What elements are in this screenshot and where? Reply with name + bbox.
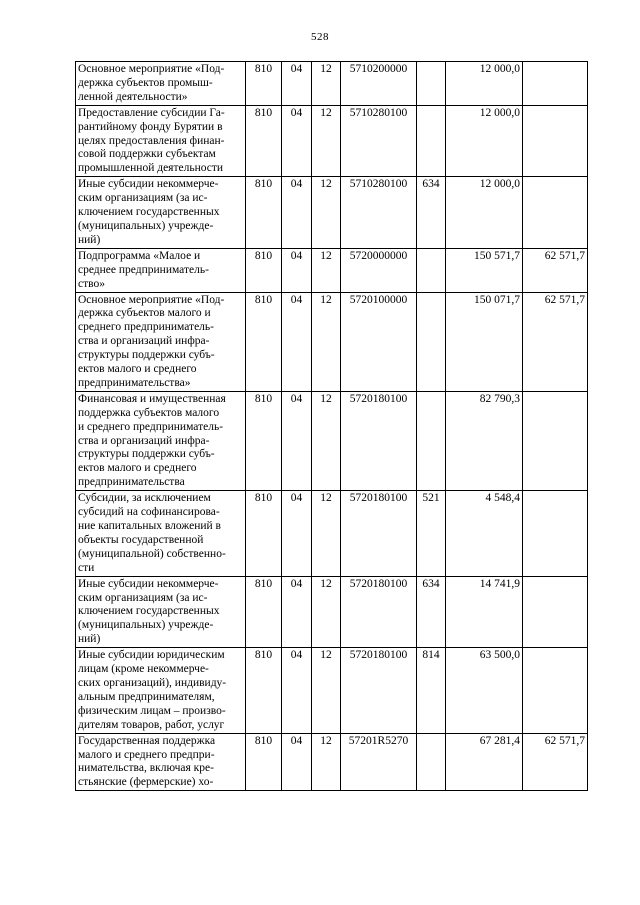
amount-secondary-cell: 62 571,7 [523,248,588,292]
amount-secondary-cell [523,491,588,576]
subsection-cell: 12 [312,292,341,391]
amount-cell: 82 790,3 [446,391,523,490]
amount-cell: 14 741,9 [446,576,523,648]
name-line: Иные субсидии некоммерче- [78,178,219,191]
row-name-cell [76,648,246,733]
subsection-cell: 12 [312,648,341,733]
name-line: альным предпринимателям, [78,690,215,703]
target-article-cell: 5720180100 [341,391,417,490]
amount-cell: 150 071,7 [446,292,523,391]
name-line: рантийному фонду Бурятии в [78,120,223,133]
name-line: субсидий на софинансирова- [78,506,220,519]
target-article-cell: 5710200000 [341,62,417,106]
name-line: Основное мероприятие «Под- [78,63,225,75]
subsection-cell: 12 [312,177,341,249]
grbs-cell: 810 [246,177,282,249]
expense-type-cell [417,62,446,106]
table-row [76,491,588,576]
row-name-cell [76,391,246,490]
section-cell: 04 [282,292,312,391]
name-line: физическим лицам – произво- [78,704,226,717]
name-line: ектов малого и среднего [78,462,197,475]
name-line: сти [78,561,95,574]
section-cell: 04 [282,576,312,648]
row-name-cell [76,491,246,576]
subsection-cell: 12 [312,105,341,177]
expense-type-cell [417,733,446,791]
subsection-cell: 12 [312,576,341,648]
name-line: Государственная поддержка [78,734,216,747]
grbs-cell: 810 [246,648,282,733]
name-line: и среднего предприниматель- [78,420,224,433]
section-cell: 04 [282,648,312,733]
expense-type-cell [417,105,446,177]
amount-secondary-cell [523,105,588,177]
name-line: ключением государственных [78,206,220,219]
name-line: держка субъектов промыш- [78,76,213,89]
name-line: дителям товаров, работ, услуг [78,718,225,731]
amount-cell: 150 571,7 [446,248,523,292]
amount-secondary-cell [523,391,588,490]
expense-type-cell: 521 [417,491,446,576]
target-article-cell: 5720100000 [341,292,417,391]
name-line: нимательства, включая кре- [78,762,214,775]
grbs-cell: 810 [246,248,282,292]
name-line: ние капитальных вложений в [78,520,221,532]
subsection-cell: 12 [312,62,341,106]
subsection-cell: 12 [312,248,341,292]
table-row [76,248,588,292]
target-article-cell: 5720180100 [341,576,417,648]
target-article-cell: 5710280100 [341,105,417,177]
row-name-cell [76,62,246,106]
row-name-cell [76,177,246,249]
row-name-cell [76,248,246,292]
target-article-cell: 5720180100 [341,491,417,576]
name-line: поддержка субъектов малого [78,406,220,419]
name-line: Предоставление субсидии Га- [78,106,225,119]
table-row [76,733,588,791]
expense-type-cell: 634 [417,177,446,249]
amount-secondary-cell [523,648,588,733]
expense-type-cell: 634 [417,576,446,648]
name-line: предпринимательства [78,476,185,489]
name-line: промышленной деятельности [78,162,224,175]
table-row [76,648,588,733]
section-cell: 04 [282,391,312,490]
name-line: Подпрограмма «Малое и [78,249,201,262]
amount-cell: 63 500,0 [446,648,523,733]
subsection-cell: 12 [312,491,341,576]
name-line: ским организациям (за ис- [78,192,208,205]
name-line: Основное мероприятие «Под- [78,293,225,306]
name-line: структуры поддержки субъ- [78,448,215,461]
expense-type-cell [417,248,446,292]
grbs-cell: 810 [246,391,282,490]
grbs-cell: 810 [246,576,282,648]
amount-cell: 12 000,0 [446,62,523,106]
grbs-cell: 810 [246,733,282,791]
section-cell: 04 [282,491,312,576]
section-cell: 04 [282,177,312,249]
target-article-cell: 5720000000 [341,248,417,292]
row-name-cell [76,576,246,648]
target-article-cell: 5710280100 [341,177,417,249]
name-line: целях предоставления финан- [78,134,225,147]
table-row [76,62,588,106]
amount-cell: 12 000,0 [446,177,523,249]
expense-type-cell [417,391,446,490]
name-line: ний) [78,233,101,246]
table-body [76,62,588,791]
name-line: лицам (кроме некоммерче- [78,663,209,676]
name-line: объекты государственной [78,533,204,546]
subsection-cell: 12 [312,391,341,490]
name-line: ских организаций), индивиду- [78,676,227,689]
name-line: ства и организаций инфра- [78,434,210,447]
table-row [76,105,588,177]
amount-secondary-cell [523,177,588,249]
row-name-cell [76,105,246,177]
grbs-cell: 810 [246,491,282,576]
name-line: ключением государственных [78,605,220,618]
name-line: предпринимательства» [78,376,191,389]
section-cell: 04 [282,248,312,292]
name-line: Иные субсидии юридическим [78,649,225,662]
name-line: среднего предприниматель- [78,321,214,334]
section-cell: 04 [282,105,312,177]
name-line: ектов малого и среднего [78,363,197,376]
name-line: совой поддержки субъектам [78,148,216,161]
amount-secondary-cell [523,62,588,106]
budget-table [75,61,588,791]
grbs-cell: 810 [246,105,282,177]
name-line: (муниципальных) учрежде- [78,619,214,632]
name-line: структуры поддержки субъ- [78,349,215,362]
name-line: среднее предприниматель- [78,263,209,276]
amount-cell: 4 548,4 [446,491,523,576]
row-name-cell [76,292,246,391]
table-row [76,576,588,648]
table-row [76,391,588,490]
subsection-cell: 12 [312,733,341,791]
name-line: стьянские (фермерские) хо- [78,776,214,789]
table-row [76,292,588,391]
expense-type-cell [417,292,446,391]
amount-cell: 12 000,0 [446,105,523,177]
table-row [76,177,588,249]
section-cell: 04 [282,733,312,791]
amount-secondary-cell [523,576,588,648]
amount-secondary-cell: 62 571,7 [523,292,588,391]
name-line: Субсидии, за исключением [78,492,211,505]
name-line: ство» [78,277,105,290]
amount-secondary-cell: 62 571,7 [523,733,588,791]
grbs-cell: 810 [246,292,282,391]
row-name-cell [76,733,246,791]
amount-cell: 67 281,4 [446,733,523,791]
name-line: Финансовая и имущественная [78,392,226,405]
name-line: (муниципальных) учрежде- [78,219,214,232]
name-line: ским организациям (за ис- [78,591,208,604]
name-line: ства и организаций инфра- [78,335,210,348]
name-line: ний) [78,633,101,646]
expense-type-cell: 814 [417,648,446,733]
name-line: Иные субсидии некоммерче- [78,577,219,590]
name-line: малого и среднего предпри- [78,748,215,761]
name-line: (муниципальной) собственно- [78,547,226,560]
section-cell: 04 [282,62,312,106]
target-article-cell: 5720180100 [341,648,417,733]
name-line: держка субъектов малого и [78,307,211,320]
page-number: 528 [311,31,329,43]
grbs-cell: 810 [246,62,282,106]
name-line: ленной деятельности» [78,90,188,103]
target-article-cell: 57201R5270 [341,733,417,791]
